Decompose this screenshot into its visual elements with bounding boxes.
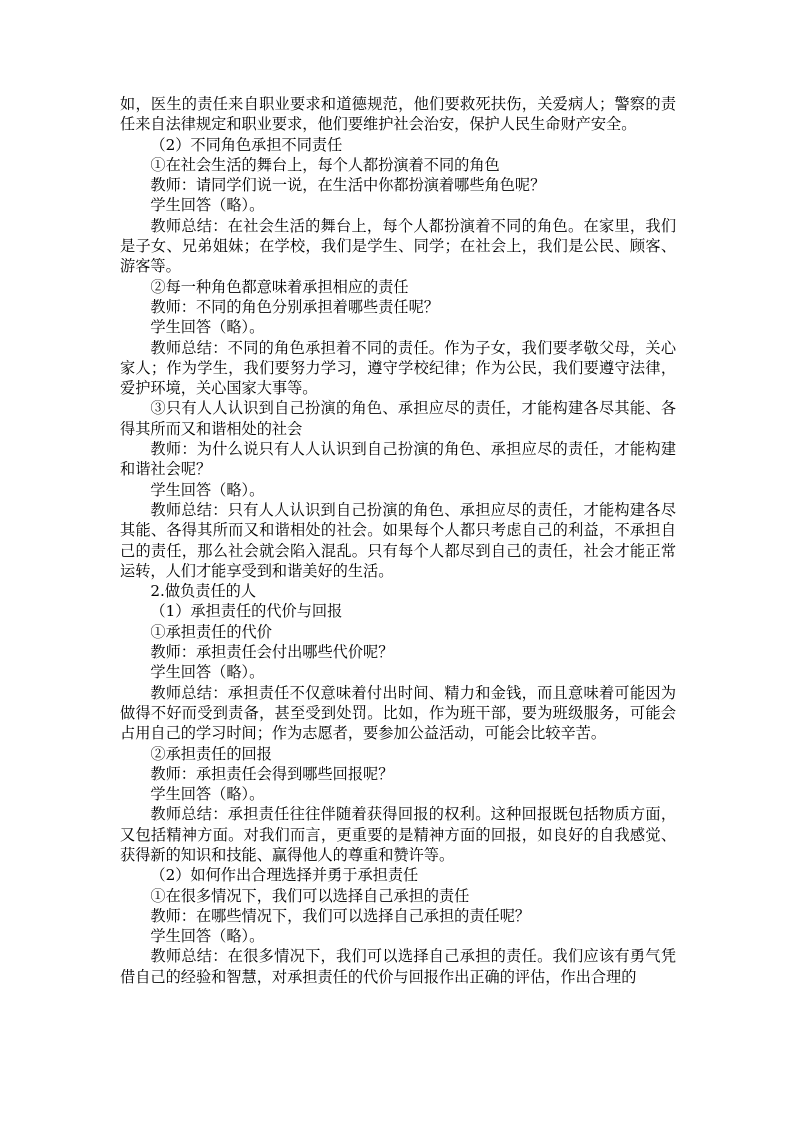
student-answer: 学生回答（略）。 — [150, 927, 265, 946]
teacher-question: 教师：承担责任会付出哪些代价呢？ — [150, 643, 394, 662]
teacher-summary: 教师总结：承担责任往往伴随着获得回报的权利。这种回报既包括物质方面，又包括精神方面。对我们而言，更重要的是精神方面的回报，如良好的自我感觉、获得新的知识和技能、赢得他人的尊重和赞许等。 — [120, 805, 676, 864]
student-answer: 学生回答（略）。 — [150, 480, 265, 499]
teacher-summary: 教师总结：不同的角色承担着不同的责任。作为子女，我们要孝敬父母，关心家人；作为学生，我们要努力学习，遵守学校纪律；作为公民，我们要遵守法律，爱护环境，关心国家大事等。 — [120, 338, 676, 398]
teacher-summary: 教师总结：在社会生活的舞台上，每个人都扮演着不同的角色。在家里，我们是子女、兄弟姐妹；在学校，我们是学生、同学；在社会上，我们是公民、顾客、游客等。 — [120, 216, 676, 276]
student-answer: 学生回答（略）。 — [150, 318, 265, 337]
teacher-question: 教师：承担责任会得到哪些回报呢？ — [150, 764, 394, 783]
subsection-heading: （2）如何作出合理选择并勇于承担责任 — [150, 866, 419, 885]
subsection-heading: （1）承担责任的代价与回报 — [150, 602, 343, 621]
point-heading: ③只有人人认识到自己扮演的角色、承担应尽的责任，才能构建各尽其能、各得其所而又和谐相处的社会 — [120, 399, 676, 438]
point-heading: ①在社会生活的舞台上，每个人都扮演着不同的角色 — [150, 155, 500, 174]
point-heading: ①承担责任的代价 — [150, 622, 272, 641]
teacher-summary: 教师总结：承担责任不仅意味着付出时间、精力和金钱，而且意味着可能因为做得不好而受到责备，甚至受到处罚。比如，作为班干部，要为班级服务，可能会占用自己的学习时间；作为志愿者，要参加公益活动，可能会比较辛苦。 — [120, 683, 676, 743]
teacher-question: 教师：为什么说只有人人认识到自己扮演的角色、承担应尽的责任，才能构建和谐社会呢？ — [120, 440, 676, 479]
student-answer: 学生回答（略）。 — [150, 196, 265, 215]
teacher-question: 教师：请同学们说一说，在生活中你都扮演着哪些角色呢？ — [150, 176, 546, 195]
point-heading: ②每一种角色都意味着承担相应的责任 — [150, 277, 409, 296]
teacher-question: 教师：不同的角色分别承担着哪些责任呢？ — [150, 297, 439, 316]
student-answer: 学生回答（略）。 — [150, 663, 265, 682]
teacher-summary: 教师总结：在很多情况下，我们可以选择自己承担的责任。我们应该有勇气凭借自己的经验和智慧，对承担责任的代价与回报作出正确的评估，作出合理的 — [120, 947, 676, 986]
teacher-summary: 教师总结：只有人人认识到自己扮演的角色、承担应尽的责任，才能构建各尽其能、各得其所而又和谐相处的社会。如果每个人都只考虑自己的利益，不承担自己的责任，那么社会就会陷入混乱。只有每个人都尽到自己的责任，社会才能正常运转，人们才能享受到和谐美好的生活。 — [120, 500, 676, 580]
section-heading-responsible: 2.做负责任的人 — [150, 582, 257, 601]
section-heading-roles: （2）不同角色承担不同责任 — [150, 135, 343, 154]
student-answer: 学生回答（略）。 — [150, 785, 265, 804]
teacher-question: 教师：在哪些情况下，我们可以选择自己承担的责任呢？ — [150, 906, 531, 925]
document-page — [120, 94, 676, 987]
point-heading: ①在很多情况下，我们可以选择自己承担的责任 — [150, 886, 470, 905]
point-heading: ②承担责任的回报 — [150, 744, 272, 763]
paragraph-continuation: 如，医生的责任来自职业要求和道德规范，他们要救死扶伤，关爱病人；警察的责任来自法律规定和职业要求，他们要维护社会治安，保护人民生命财产安全。 — [120, 95, 676, 134]
